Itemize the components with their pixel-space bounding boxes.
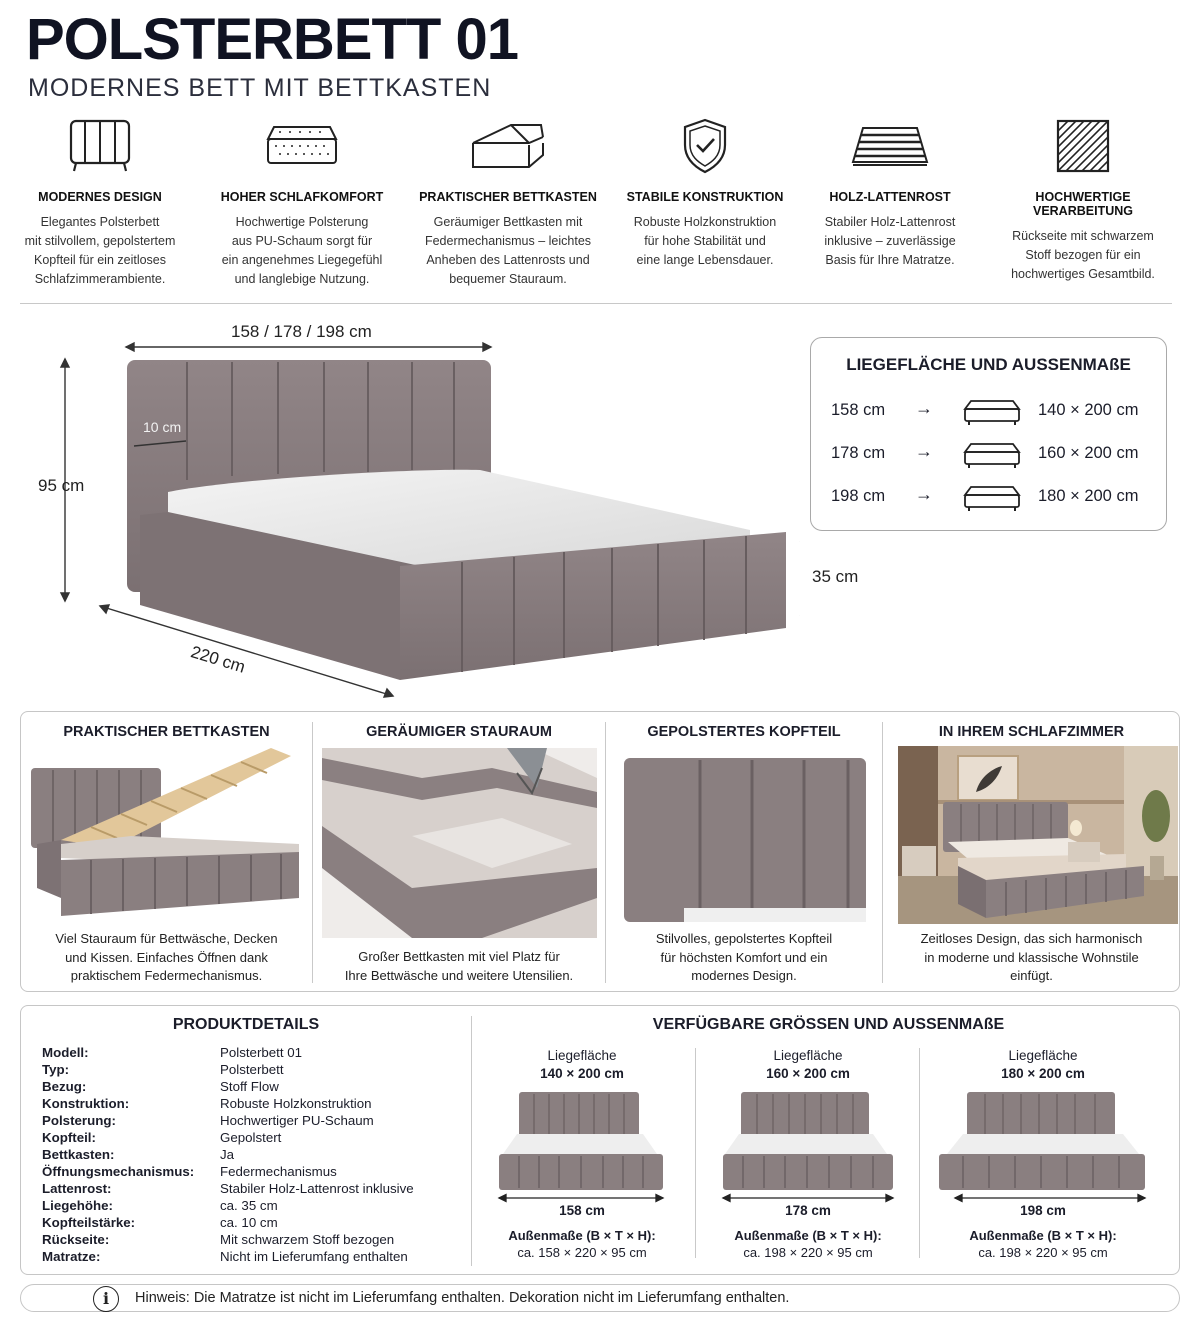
feature-text: Hochwertige Polsterung aus PU-Schaum sorgt für ein angenehmes Liegegefühl und langlebige Nutzung. [221, 215, 383, 286]
outer-dimensions-label: Außenmaße (B × T × H): [969, 1228, 1117, 1243]
shield-check-icon [680, 117, 730, 175]
size-row [811, 440, 1166, 470]
section-divider [471, 1016, 472, 1266]
feature-title: HOHER SCHLAFKOMFORT [220, 190, 384, 204]
frame-height-label: 35 cm [812, 567, 859, 586]
panel-title: GERÄUMIGER STAURAUM [366, 724, 552, 740]
feature-text: Stabiler Holz-Lattenrost inklusive – zuverlässige Basis für Ihre Matratze. [824, 215, 956, 267]
arrow-icon: → [915, 441, 933, 461]
outer-dimensions-value: ca. 198 × 220 × 95 cm [978, 1245, 1108, 1260]
bed-front-image [935, 1092, 1151, 1204]
arrow-icon: → [915, 398, 933, 418]
panel-text: Zeitloses Design, das sich harmonisch in moderne und klassische Wohnstile einfügt. [920, 931, 1143, 983]
outer-dimensions-value: ca. 198 × 220 × 95 cm [743, 1245, 873, 1260]
note-text: Hinweis: Die Matratze ist nicht im Lieferumfang enthalten. Dekoration nicht im Lieferumfang enthalten. [135, 1290, 790, 1306]
feature-slatted-frame [792, 114, 988, 270]
bedroom-photo-image [898, 746, 1178, 924]
size-label: Liegefläche [547, 1048, 617, 1063]
headboard-icon [67, 118, 133, 174]
panel-kopfteil [606, 712, 882, 993]
size-area: 180 × 200 cm [1038, 487, 1139, 505]
outer-dimensions-label: Außenmaße (B × T × H): [734, 1228, 882, 1243]
mattress-icon [963, 483, 1021, 513]
size-area: 140 × 200 cm [540, 1066, 624, 1081]
feature-storage-box [410, 114, 606, 289]
feature-title: HOLZ-LATTENROST [829, 190, 951, 204]
section-divider [20, 303, 1172, 304]
size-width: 158 cm [559, 1203, 605, 1218]
product-details-title: PRODUKTDETAILS [172, 1016, 320, 1033]
feature-text: Robuste Holzkonstruktion für hohe Stabilität und eine lange Lebensdauer. [633, 215, 777, 267]
size-label: Liegefläche [1008, 1048, 1078, 1063]
panel-title: GEPOLSTERTES KOPFTEIL [647, 724, 841, 740]
size-divider [919, 1048, 920, 1258]
outer-dimensions-value: ca. 158 × 220 × 95 cm [517, 1245, 647, 1260]
feature-title: PRAKTISCHER BETTKASTEN [419, 190, 597, 204]
size-row [811, 483, 1166, 513]
page-subtitle: MODERNES BETT MIT BETTKASTEN [28, 74, 492, 102]
panel-title: IN IHREM SCHLAFZIMMER [938, 724, 1125, 740]
mattress-icon [963, 397, 1021, 427]
headboard-closeup-image [624, 758, 866, 922]
width-dimension-label: 158 / 178 / 198 cm [231, 322, 372, 341]
panel-bettkasten [21, 712, 312, 993]
size-option-180 [933, 1046, 1153, 1266]
note-bar [20, 1284, 1180, 1312]
bed-dimension-illustration [0, 320, 800, 700]
feature-modern-design [2, 114, 198, 289]
size-area: 140 × 200 cm [1038, 401, 1139, 419]
slatted-frame-icon [849, 124, 931, 168]
outer-dimensions-label: Außenmaße (B × T × H): [508, 1228, 656, 1243]
feature-title: STABILE KONSTRUKTION [626, 190, 784, 204]
page-title: POLSTERBETT 01 [26, 7, 518, 72]
open-storage-bed-image [31, 748, 301, 918]
panel-schlafzimmer [883, 712, 1180, 993]
size-width: 178 cm [785, 1203, 831, 1218]
feature-panels [20, 711, 1180, 992]
size-area: 160 × 200 cm [766, 1066, 850, 1081]
bed-front-image [721, 1092, 895, 1204]
info-icon: i [93, 1286, 119, 1312]
size-row [811, 397, 1166, 427]
length-dimension-label: 220 cm [188, 642, 248, 677]
mattress-icon [963, 440, 1021, 470]
size-option-140 [487, 1046, 677, 1266]
feature-stable-construction [607, 114, 803, 270]
panel-text: Stilvolles, gepolstertes Kopfteil für höchsten Komfort und ein modernes Design. [655, 931, 833, 983]
arrow-icon: → [915, 484, 933, 504]
feature-text: Elegantes Polsterbett mit stilvollem, gepolstertem Kopfteil für ein zeitloses Schlafzimmerambiente. [24, 215, 176, 286]
storage-space-image [322, 748, 597, 938]
size-area: 180 × 200 cm [1001, 1066, 1085, 1081]
size-label: Liegefläche [773, 1048, 843, 1063]
mattress-foam-icon [264, 121, 340, 171]
fabric-texture-icon [1055, 118, 1111, 174]
feature-sleep-comfort [204, 114, 400, 289]
size-option-160 [711, 1046, 905, 1266]
feature-text: Geräumiger Bettkasten mit Federmechanismus – leichtes Anheben des Lattenrosts und bequemer Stauraum. [424, 215, 592, 286]
size-box-title: LIEGEFLÄCHE UND AUSSENMAßE [846, 355, 1131, 374]
bed-front-image [497, 1092, 667, 1204]
size-width: 158 cm [831, 401, 886, 419]
feature-title: HOCHWERTIGE VERARBEITUNG [1032, 190, 1133, 218]
panel-text: Großer Bettkasten mit viel Platz für Ihre Bettwäsche und weitere Utensilien. [344, 949, 574, 983]
feature-text: Rückseite mit schwarzem Stoff bezogen für ein hochwertiges Gesamtbild. [1011, 229, 1155, 281]
size-width: 198 cm [1020, 1203, 1066, 1218]
panel-text: Viel Stauraum für Bettwäsche, Decken und Kissen. Einfaches Öffnen dank praktischem Federmechanismus. [55, 931, 278, 983]
size-divider [695, 1048, 696, 1258]
feature-quality-finish [985, 114, 1181, 284]
size-box [810, 337, 1167, 531]
sizes-title: VERFÜGBARE GRÖSSEN UND AUSSENMAßE [652, 1016, 1005, 1033]
panel-stauraum [313, 712, 605, 993]
details-section: PRODUKTDETAILS Modell: Polsterbett 01 Typ: Polsterbett Bezug: Stoff Flow Konstruktion: Robuste Holzkonstruktion Polsterung: Hochwertiger PU-Schaum Kopfteil: Gepolstert Bettkasten: Ja Öffnungsmechanismus: Federmechanismus Lattenrost: Stabiler Holz-Lattenrost inklusive Liegehöhe: ca. 35 cm Kopfteilstärke: ca. 10 cm Rückseite: Mit schwarzem Stoff bezogen Matratze: Nicht im Lieferumfang enthalten VERFÜGBARE GRÖSSEN UND AUSSENMAßE Liegefläche 140 × 200 cm 158 cm Außenmaße (B × T × H): ca. 158 × 220 × 95 cm Liegefläche 160 × 200 cm 178 cm Außenmaße (B × T × H): ca. 198 × 220 × 95 cm Liegefläche 180 × 200 cm 198 cm Außenmaße (B × T × H): ca. 198 × 220 × 95 cm [20, 1005, 1180, 1275]
height-dimension-label: 95 cm [38, 476, 85, 495]
size-width: 198 cm [831, 487, 886, 505]
size-width: 178 cm [831, 444, 886, 462]
feature-title: MODERNES DESIGN [38, 190, 162, 204]
storage-box-icon [469, 119, 547, 173]
headboard-thickness-label: 10 cm [143, 419, 182, 435]
panel-title: PRAKTISCHER BETTKASTEN [63, 724, 270, 740]
size-area: 160 × 200 cm [1038, 444, 1139, 462]
